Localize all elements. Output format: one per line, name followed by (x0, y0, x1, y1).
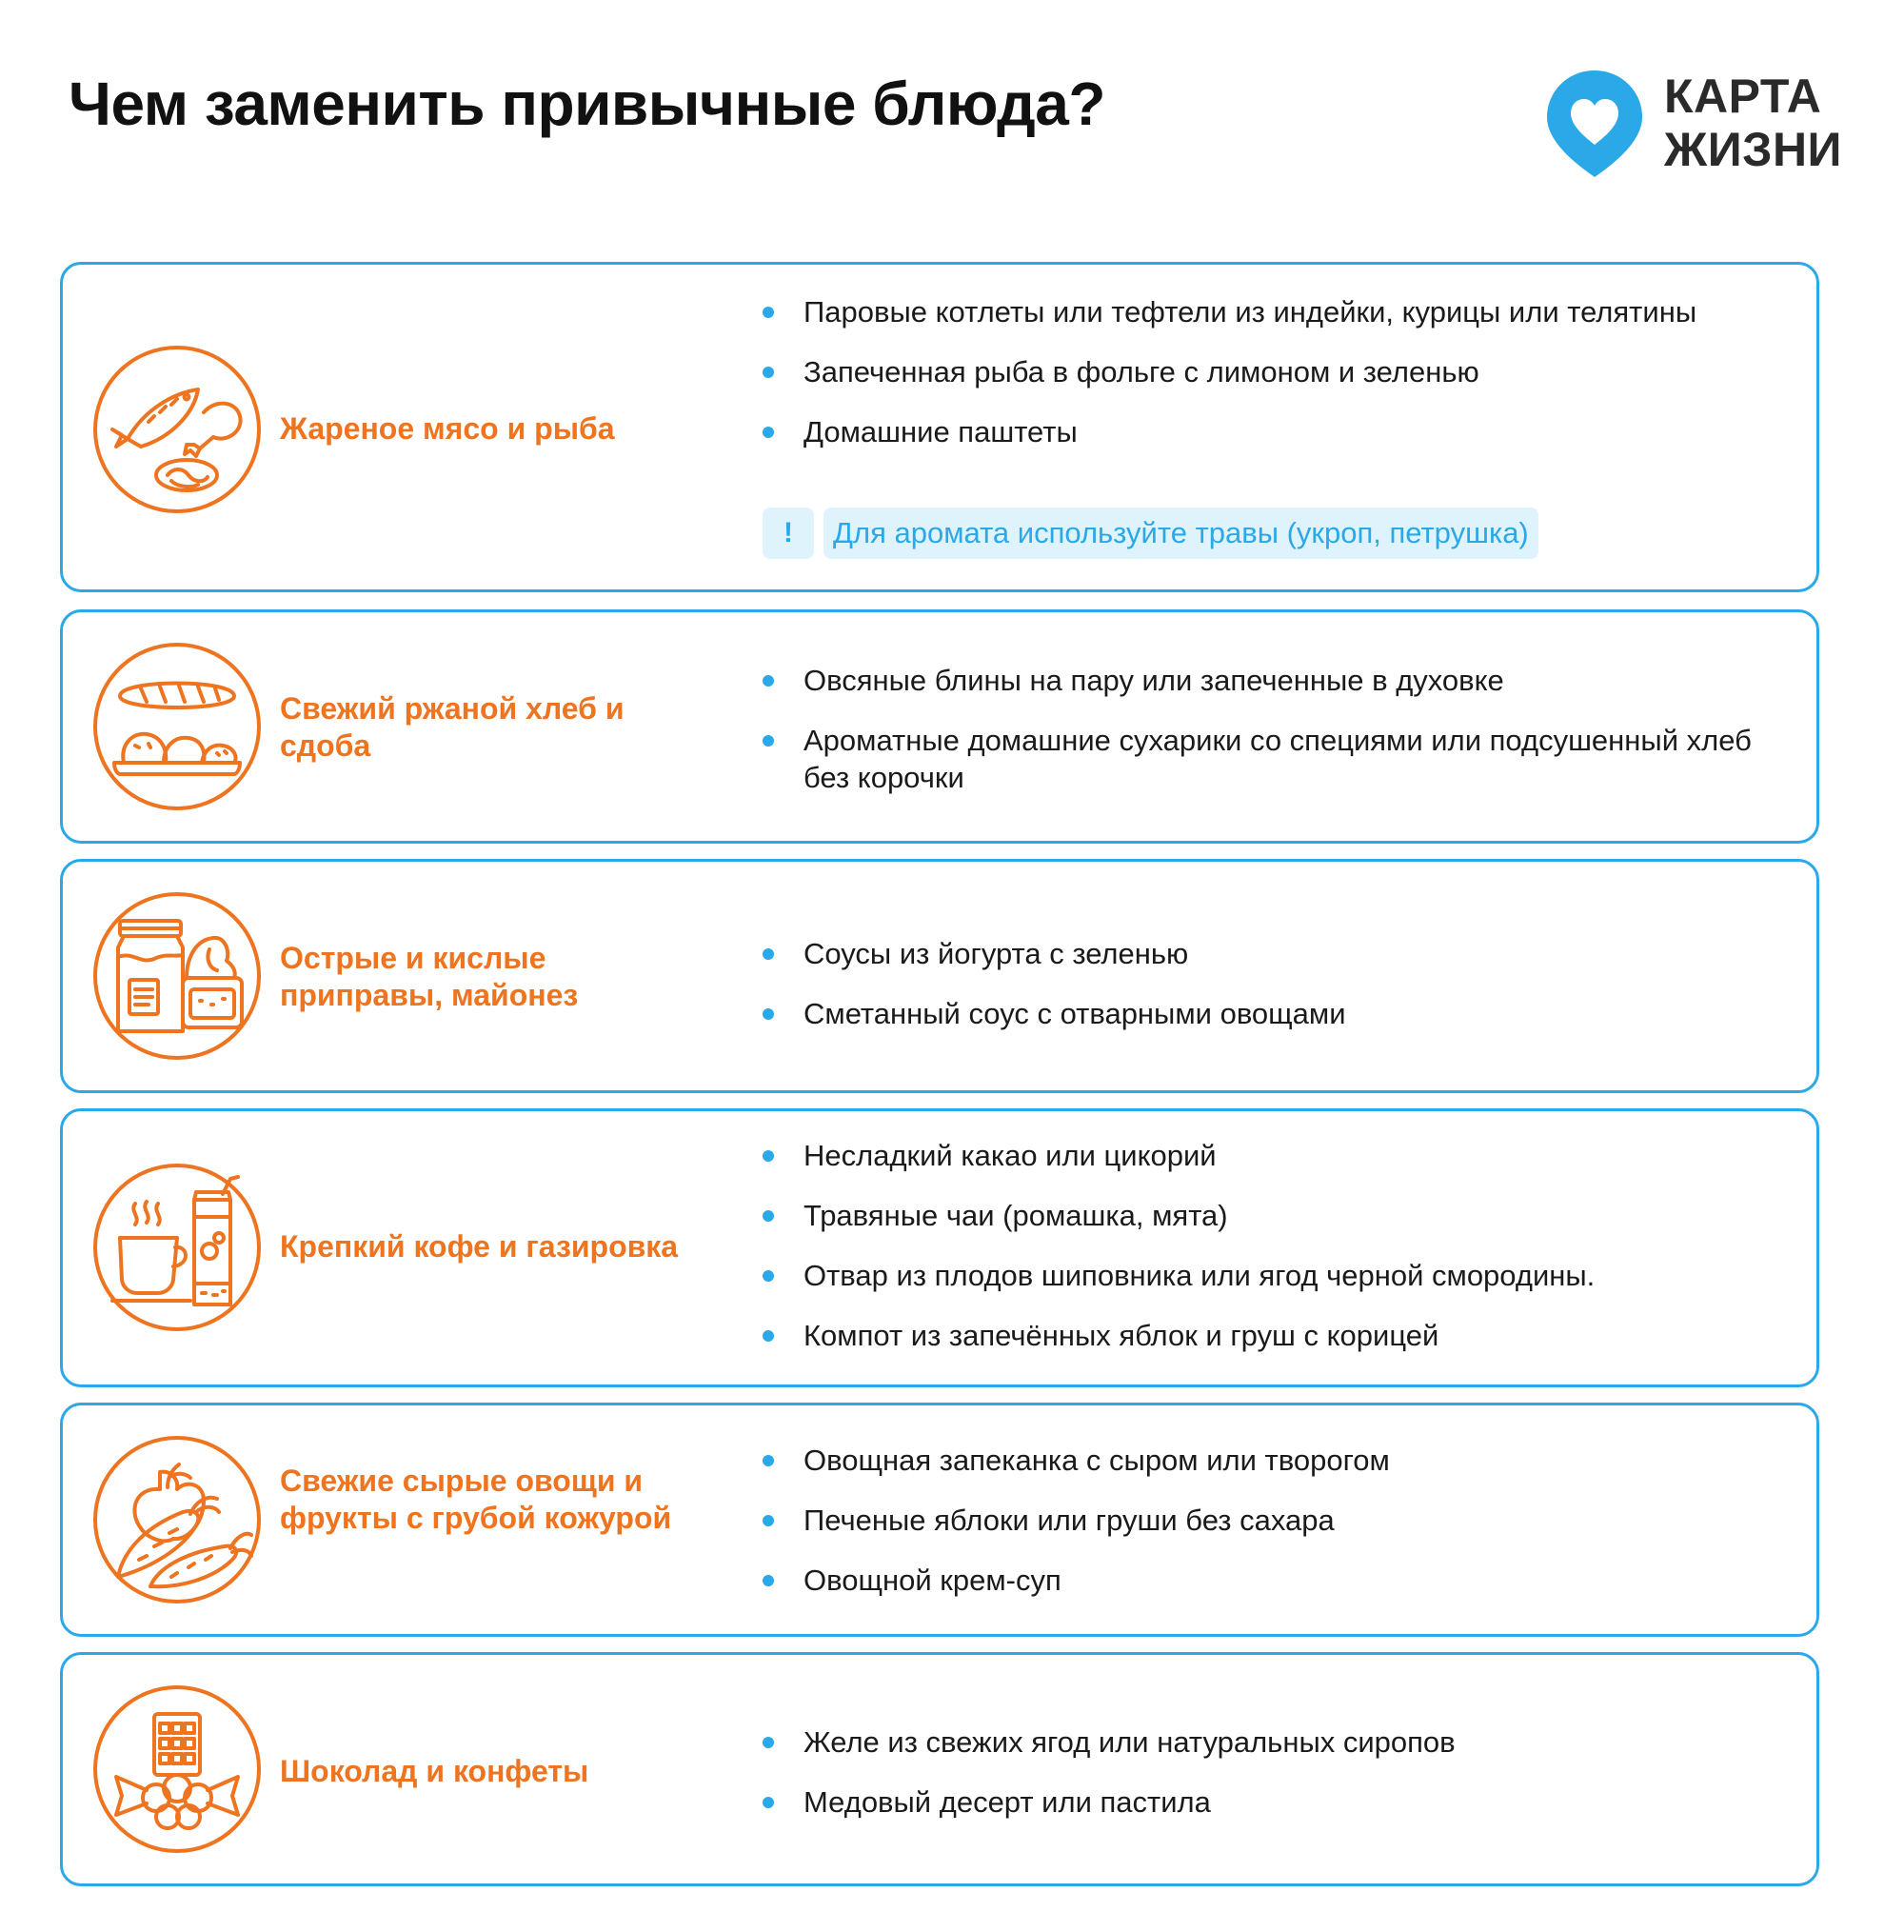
heart-pin-icon (1542, 67, 1647, 179)
page-title: Чем заменить привычные блюда? (69, 70, 1105, 138)
card-coffee-soda (60, 1108, 1819, 1387)
bullet-dot (763, 1330, 774, 1342)
bullet-dot (763, 1575, 774, 1586)
list-item: Компот из запечённых яблок и груш с корицей (763, 1317, 1759, 1354)
list-item: Овощная запеканка с сыром или творогом (763, 1442, 1759, 1479)
exclamation-icon: ! (763, 508, 814, 559)
bullet-dot (763, 307, 774, 318)
coffee-soda-icon (91, 1162, 263, 1333)
bullet-dot (763, 1008, 774, 1020)
category-label: Острые и кислые приправы, майонез (280, 941, 579, 1012)
sauce-jars-icon (91, 890, 263, 1062)
list-item: Овсяные блины на пару или запеченные в духовке (763, 662, 1759, 699)
brand-name (1664, 70, 1842, 176)
list-item: Овощной крем-суп (763, 1562, 1759, 1599)
category-label: Крепкий кофе и газировка (280, 1229, 679, 1264)
brand-line2: ЖИЗНИ (1664, 123, 1842, 176)
bullet-dot (763, 948, 774, 960)
bullet-dot (763, 427, 774, 438)
card-vegetables (60, 1403, 1819, 1637)
list-item: Травяные чаи (ромашка, мята) (763, 1197, 1759, 1234)
card-sauces (60, 859, 1819, 1093)
chocolate-candy-icon (91, 1683, 263, 1855)
tip-callout (763, 508, 1538, 559)
list-item: Соусы из йогурта с зеленью (763, 935, 1759, 972)
meat-fish-icon (91, 344, 263, 515)
alternatives-list (763, 662, 1759, 796)
bullet-dot (763, 675, 774, 687)
bullet-dot (763, 1455, 774, 1466)
bread-icon (91, 641, 263, 812)
list-item: Паровые котлеты или тефтели из индейки, курицы или телятины (763, 293, 1759, 330)
list-item: Печеные яблоки или груши без сахара (763, 1502, 1759, 1539)
bullet-dot (763, 1797, 774, 1808)
bullet-dot (763, 1737, 774, 1748)
list-item: Отвар из плодов шиповника или ягод черной смородины. (763, 1257, 1759, 1294)
bullet-dot (763, 367, 774, 378)
list-item: Ароматные домашние сухарики со специями или подсушенный хлеб без корочки (763, 722, 1759, 796)
alternatives-list (763, 1723, 1759, 1821)
tip-text: Для аромата используйте травы (укроп, петрушка) (823, 508, 1538, 559)
card-meat-fish (60, 262, 1819, 592)
brand-line1: КАРТА (1664, 70, 1822, 123)
alternatives-list (763, 1137, 1759, 1354)
bullet-dot (763, 735, 774, 747)
brand-logo (1542, 67, 1842, 179)
list-item: Сметанный соус с отварными овощами (763, 995, 1759, 1032)
category-label: Свежий ржаной хлеб и сдоба (280, 691, 625, 763)
list-item: Запеченная рыба в фольге с лимоном и зеленью (763, 353, 1759, 390)
bullet-dot (763, 1515, 774, 1526)
alternatives-list (763, 293, 1759, 450)
list-item: Желе из свежих ягод или натуральных сиропов (763, 1723, 1759, 1761)
bullet-dot (763, 1210, 774, 1222)
category-label: Жареное мясо и рыба (280, 411, 615, 446)
card-chocolate (60, 1652, 1819, 1886)
category-label: Шоколад и конфеты (280, 1754, 589, 1788)
card-bread (60, 609, 1819, 844)
vegetables-fruits-icon (91, 1434, 263, 1605)
bullet-dot (763, 1150, 774, 1162)
alternatives-list (763, 1442, 1759, 1599)
bullet-dot (763, 1270, 774, 1282)
alternatives-list (763, 935, 1759, 1032)
list-item: Несладкий какао или цикорий (763, 1137, 1759, 1174)
list-item: Домашние паштеты (763, 413, 1759, 450)
list-item: Медовый десерт или пастила (763, 1783, 1759, 1821)
category-label: Свежие сырые овощи и фрукты с грубой кожурой (280, 1464, 672, 1535)
